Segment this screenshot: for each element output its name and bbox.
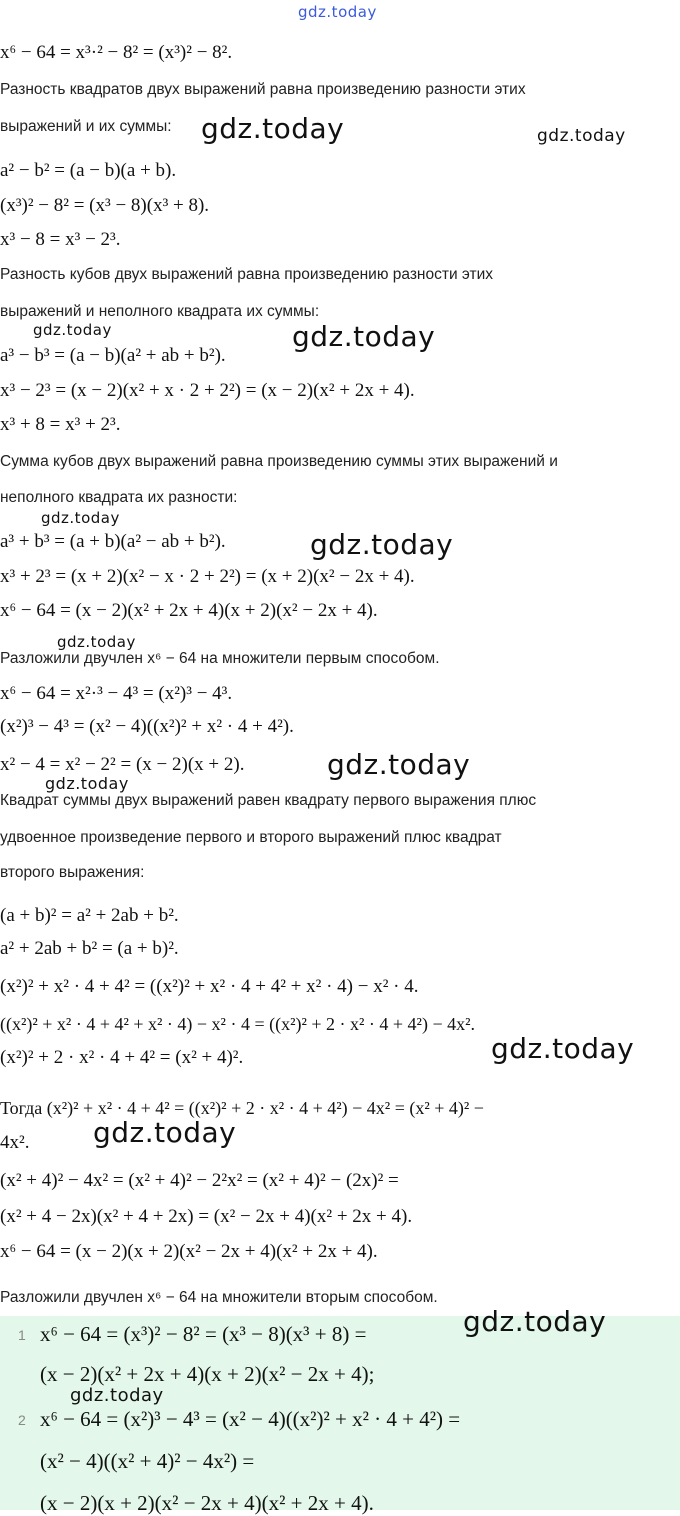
watermark: gdz.today <box>537 126 626 146</box>
math-line: x⁶ − 64 = x²·³ − 4³ = (x²)³ − 4³. <box>0 683 233 704</box>
answer-block <box>0 1316 680 1515</box>
math-line: (x² + 4)² − 4x² = (x² + 4)² − 2²x² = (x² + 4)² − (2x)² = <box>0 1170 399 1191</box>
math-line: 4x². <box>0 1132 30 1153</box>
answer-line: x⁶ − 64 = (x³)² − 8² = (x³ − 8)(x³ + 8) = <box>40 1322 367 1346</box>
text-line: Сумма кубов двух выражений равна произведению суммы этих выражений и <box>0 453 558 470</box>
math-line: (a + b)² = a² + 2ab + b². <box>0 905 179 926</box>
math-line: x⁶ − 64 = (x − 2)(x + 2)(x² − 2x + 4)(x² + 2x + 4). <box>0 1241 378 1262</box>
math-line: (x² + 4 − 2x)(x² + 4 + 2x) = (x² − 2x + 4)(x² + 2x + 4). <box>0 1206 413 1227</box>
answer-line: (x² − 4)((x² + 4)² − 4x²) = <box>40 1449 255 1473</box>
watermark: gdz.today <box>463 1305 607 1338</box>
math-line: a² + 2ab + b² = (a + b)². <box>0 938 179 959</box>
text-line: Разность кубов двух выражений равна произведению разности этих <box>0 266 493 283</box>
watermark: gdz.today <box>292 320 436 353</box>
math-line: a³ − b³ = (a − b)(a² + ab + b²). <box>0 345 226 366</box>
watermark: gdz.today <box>491 1032 635 1065</box>
text-line: выражений и неполного квадрата их суммы: <box>0 303 320 320</box>
watermark-top: gdz.today <box>298 3 377 21</box>
math-line: Тогда (x²)² + x² · 4 + 4² = ((x²)² + 2 · x² · 4 + 4²) − 4x² = (x² + 4)² − <box>0 1098 484 1118</box>
math-line: x³ + 2³ = (x + 2)(x² − x · 2 + 2²) = (x + 2)(x² − 2x + 4). <box>0 566 415 587</box>
watermark: gdz.today <box>45 774 129 793</box>
math-line: x³ + 8 = x³ + 2³. <box>0 414 121 435</box>
math-line: x⁶ − 64 = (x − 2)(x² + 2x + 4)(x + 2)(x² − 2x + 4). <box>0 600 378 621</box>
watermark: gdz.today <box>57 633 136 651</box>
watermark: gdz.today <box>70 1385 164 1406</box>
math-line: (x³)² − 8² = (x³ − 8)(x³ + 8). <box>0 195 210 216</box>
text-line: Разложили двучлен x⁶ − 64 на множители первым способом. <box>0 650 440 667</box>
text-line: Разность квадратов двух выражений равна произведению разности этих <box>0 81 526 98</box>
watermark: gdz.today <box>201 112 345 145</box>
answer-item-number: 2 <box>18 1412 26 1428</box>
answer-line: (x − 2)(x + 2)(x² − 2x + 4)(x² + 2x + 4). <box>40 1491 374 1515</box>
math-line: a³ + b³ = (a + b)(a² − ab + b²). <box>0 531 226 552</box>
text-line: выражений и их суммы: <box>0 118 172 135</box>
math-line: x² − 4 = x² − 2² = (x − 2)(x + 2). <box>0 754 245 775</box>
text-line: второго выражения: <box>0 864 145 881</box>
math-line: x³ − 8 = x³ − 2³. <box>0 229 121 250</box>
math-line: a² − b² = (a − b)(a + b). <box>0 160 177 181</box>
watermark: gdz.today <box>93 1116 237 1149</box>
text-line: Квадрат суммы двух выражений равен квадрату первого выражения плюс <box>0 792 537 809</box>
text-line: Разложили двучлен x⁶ − 64 на множители вторым способом. <box>0 1289 438 1306</box>
watermark: gdz.today <box>310 528 454 561</box>
watermark: gdz.today <box>327 748 471 781</box>
text-line: удвоенное произведение первого и второго выражений плюс квадрат <box>0 829 502 846</box>
answer-line: (x − 2)(x² + 2x + 4)(x + 2)(x² − 2x + 4); <box>40 1362 375 1386</box>
math-line: (x²)² + 2 · x² · 4 + 4² = (x² + 4)². <box>0 1047 244 1068</box>
watermark: gdz.today <box>33 321 112 339</box>
answer-line: x⁶ − 64 = (x²)³ − 4³ = (x² − 4)((x²)² + x² · 4 + 4²) = <box>40 1407 461 1431</box>
watermark: gdz.today <box>41 509 120 527</box>
math-line: x⁶ − 64 = x³·² − 8² = (x³)² − 8². <box>0 42 233 63</box>
math-line: (x²)³ − 4³ = (x² − 4)((x²)² + x² · 4 + 4²). <box>0 716 294 737</box>
math-line: ((x²)² + x² · 4 + 4² + x² · 4) − x² · 4 = ((x²)² + 2 · x² · 4 + 4²) − 4x². <box>0 1014 475 1034</box>
answer-item-number: 1 <box>18 1327 26 1343</box>
math-line: (x²)² + x² · 4 + 4² = ((x²)² + x² · 4 + 4² + x² · 4) − x² · 4. <box>0 976 419 997</box>
text-line: неполного квадрата их разности: <box>0 489 238 506</box>
math-line: x³ − 2³ = (x − 2)(x² + x · 2 + 2²) = (x − 2)(x² + 2x + 4). <box>0 380 415 401</box>
